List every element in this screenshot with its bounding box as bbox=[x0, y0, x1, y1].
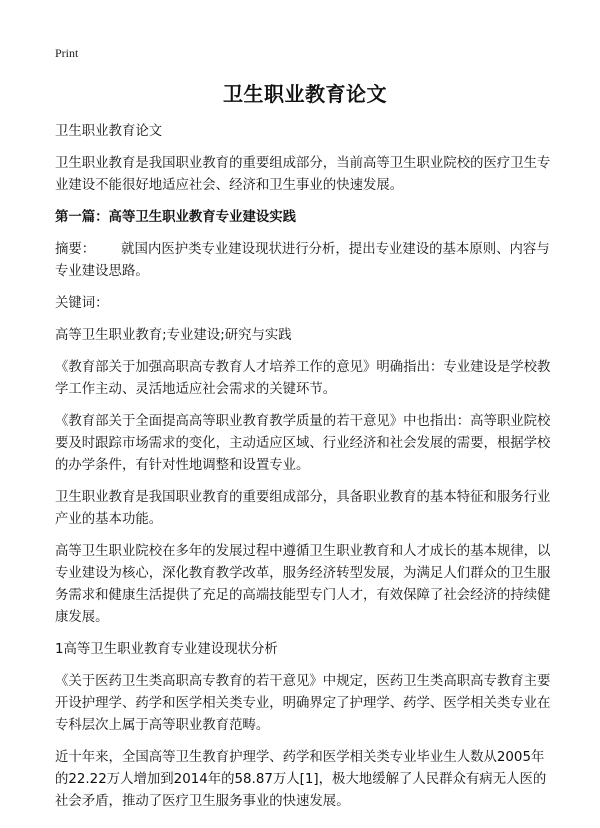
keywords-label: 关键词： bbox=[55, 296, 109, 311]
body-paragraph-5: 《关于医药卫生类高职高专教育的若干意见》中规定，医药卫生类高职高专教育主要开设护理学、药学和医学相关类专业，明确界定了护理学、药学、医学相关类专业在专科层次上属于高等职业教育范畴。 bbox=[55, 674, 551, 733]
body-paragraph-2: 《教育部关于全面提高高等职业教育教学质量的若干意见》中也指出：高等职业院校要及时跟踪市场需求的变化，主动适应区域、行业经济和社会发展的需要，根据学校的办学条件，有针对性地调整和设置专业。 bbox=[55, 414, 551, 473]
subsection-heading: 1高等卫生职业教育专业建设现状分析 bbox=[55, 642, 278, 657]
print-label: Print bbox=[55, 46, 79, 60]
section-heading: 第一篇：高等卫生职业教育专业建设实践 bbox=[55, 210, 297, 225]
intro-paragraph: 卫生职业教育是我国职业教育的重要组成部分，当前高等卫生职业院校的医疗卫生专业建设不能很好地适应社会、经济和卫生事业的快速发展。 bbox=[55, 156, 551, 193]
abstract-label: 摘要： bbox=[55, 242, 96, 257]
body-paragraph-6: 近十年来，全国高等卫生教育护理学、药学和医学相关类专业毕业生人数从2005年的22.22万人增加到2014年的58.87万人[1]，极大地缓解了人民群众有病无人医的社会矛盾，推动了医疗卫生服务事业的快速发展。 bbox=[55, 750, 547, 809]
body-paragraph-4: 高等卫生职业院校在多年的发展过程中遵循卫生职业教育和人才成长的基本规律，以专业建设为核心，深化教育教学改革，服务经济转型发展，为满足人们群众的卫生服务需求和健康生活提供了充足的高端技能型专门人才，有效保障了社会经济的持续健康发展。 bbox=[55, 544, 551, 625]
abstract-paragraph bbox=[55, 239, 555, 283]
page-title: 卫生职业教育论文 bbox=[223, 82, 387, 106]
document-subtitle: 卫生职业教育论文 bbox=[55, 124, 163, 139]
document-body bbox=[55, 78, 555, 823]
body-paragraph-3: 卫生职业教育是我国职业教育的重要组成部分，具备职业教育的基本特征和服务行业产业的基本功能。 bbox=[55, 490, 551, 527]
keywords-text: 高等卫生职业教育;专业建设;研究与实践 bbox=[55, 328, 292, 343]
body-paragraph-1: 《教育部关于加强高职高专教育人才培养工作的意见》明确指出：专业建设是学校教学工作主动、灵活地适应社会需求的关键环节。 bbox=[55, 360, 551, 397]
abstract-text: 就国内医护类专业建设现状进行分析，提出专业建设的基本原则、内容与专业建设思路。 bbox=[55, 242, 550, 279]
